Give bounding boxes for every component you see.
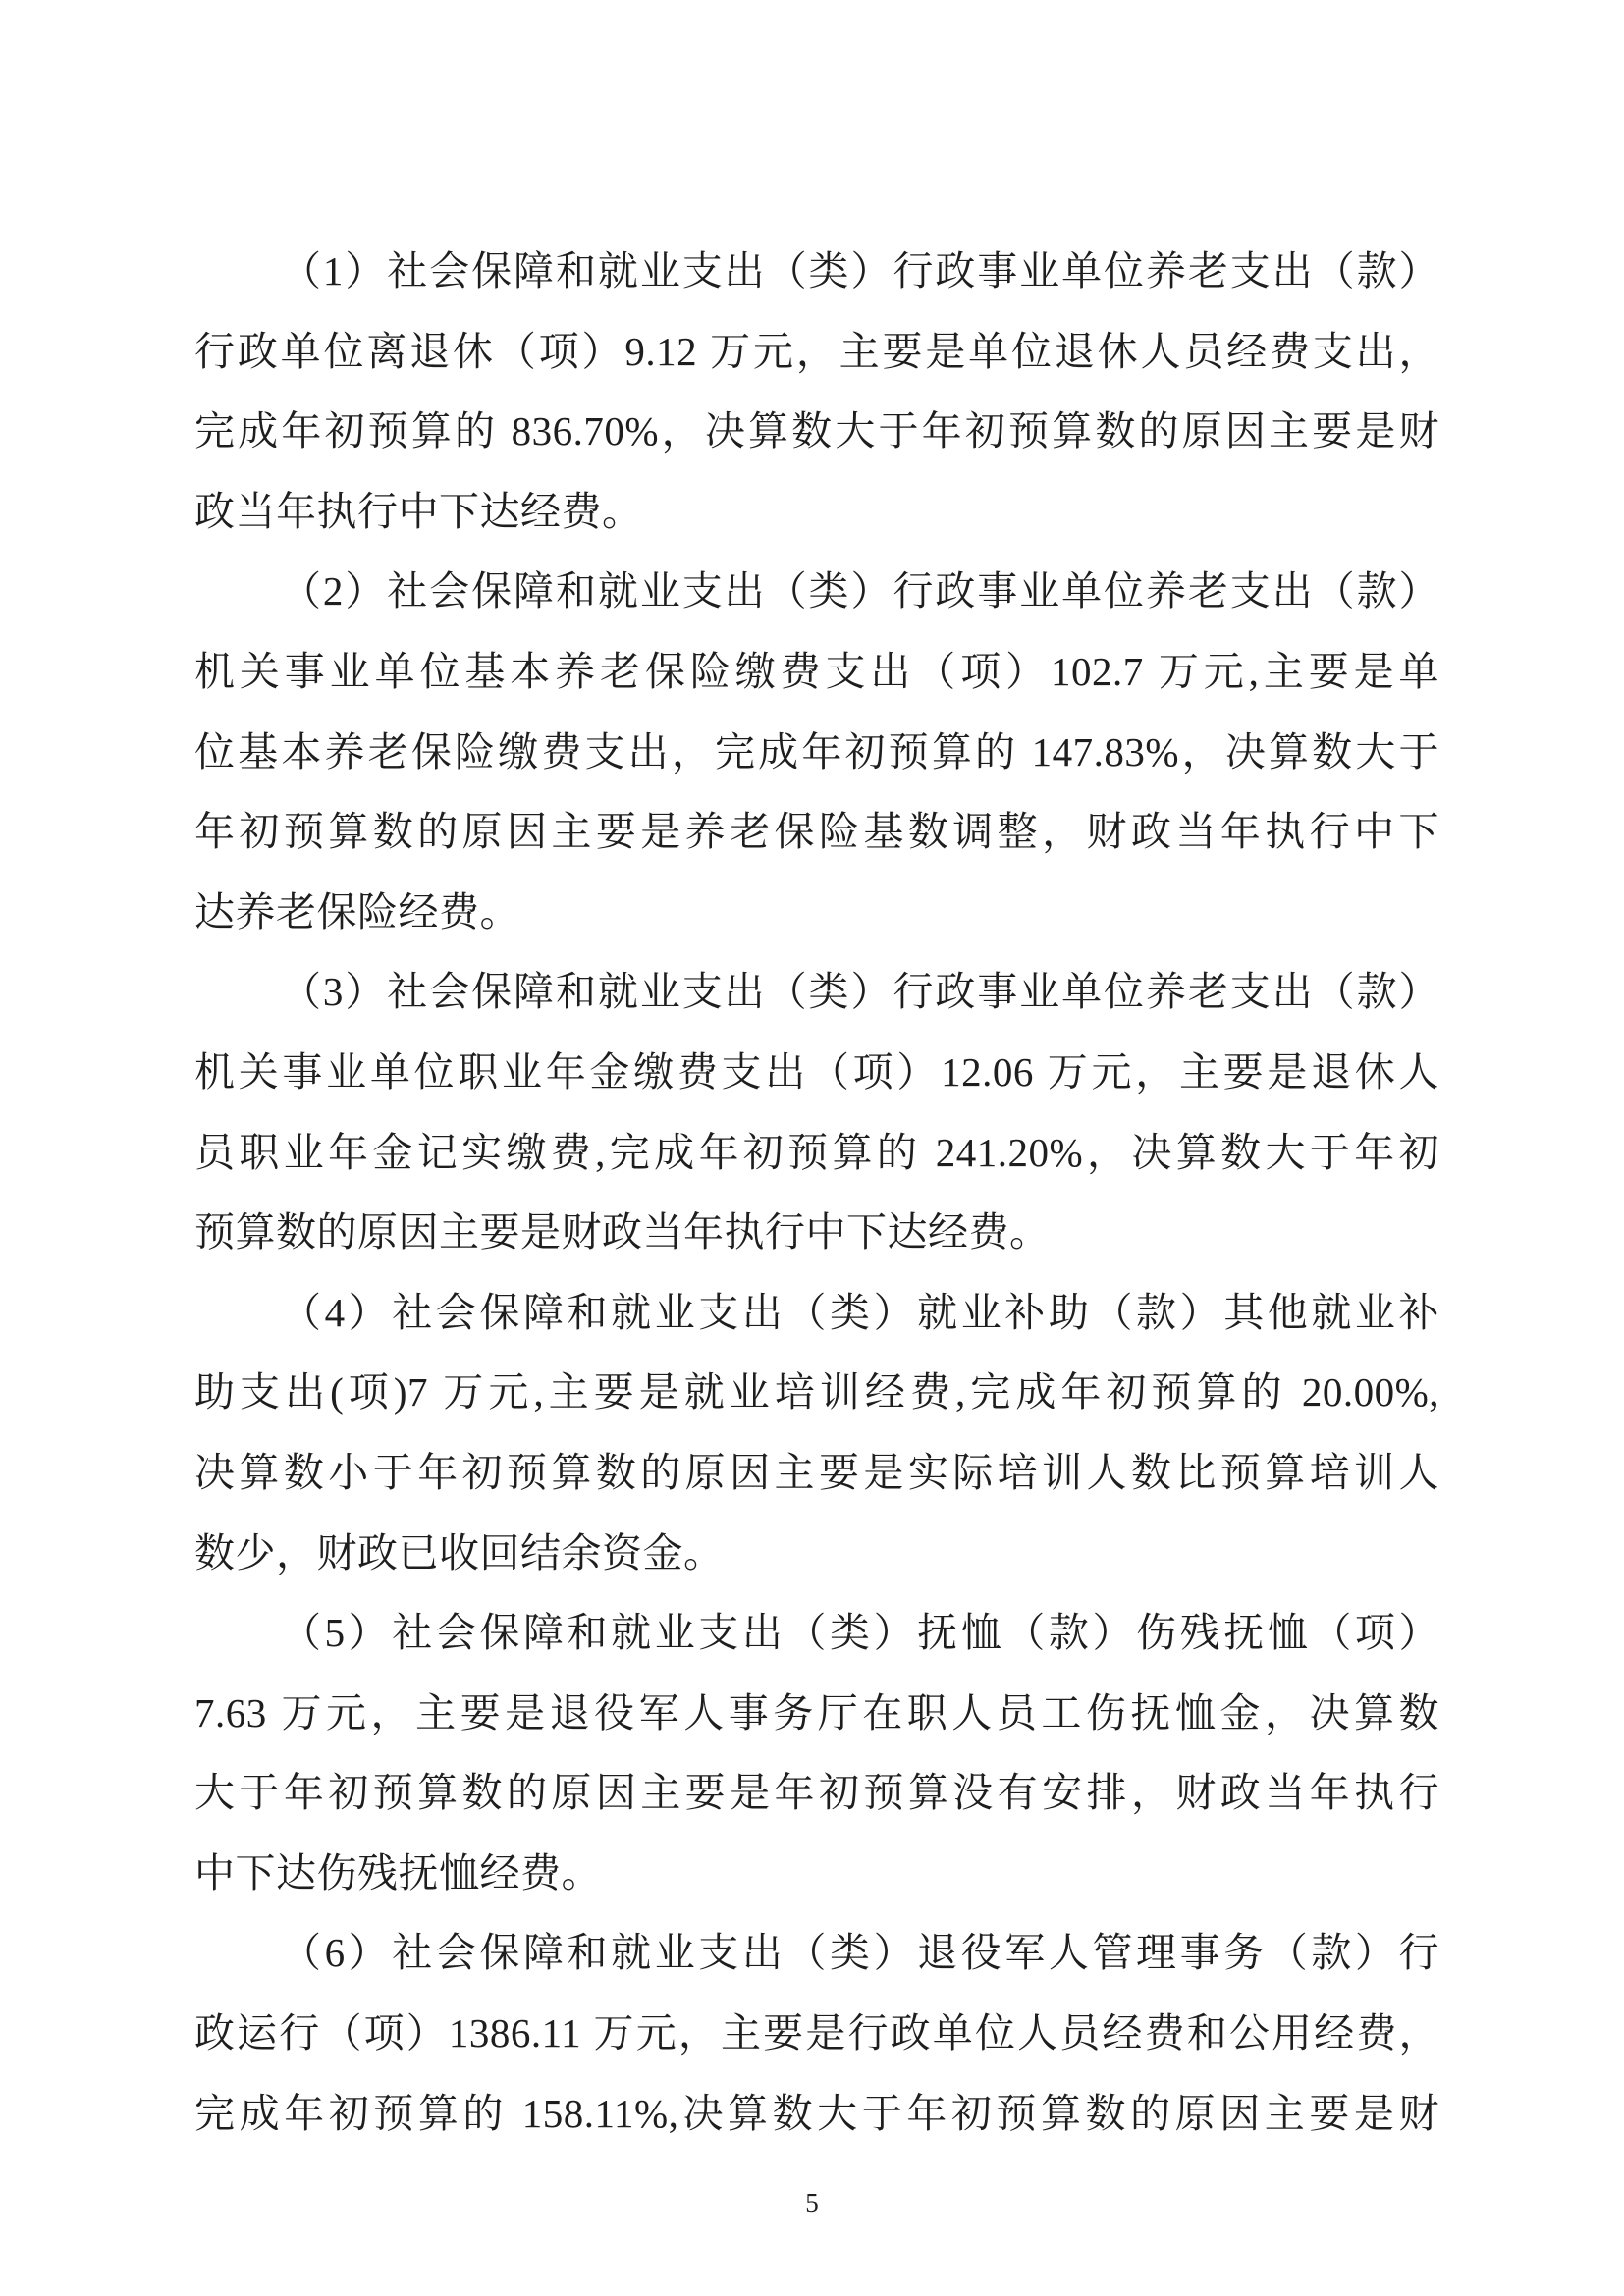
text-line: 中下达伤残抚恤经费。	[194, 1849, 602, 1896]
page-footer	[0, 2183, 1624, 2222]
document-body	[194, 232, 1439, 2154]
text-line: 政当年执行中下达经费。	[194, 488, 643, 534]
text-line: 行政单位离退休（项）9.12 万元，主要是单位退休人员经费支出，	[194, 328, 1439, 374]
text-line: 7.63 万元，主要是退役军人事务厅在职人员工伤抚恤金，决算数	[194, 1689, 1439, 1735]
text-line: （5）社会保障和就业支出（类）抚恤（款）伤残抚恤（项）	[281, 1610, 1439, 1656]
text-line: 政运行（项）1386.11 万元，主要是行政单位人员经费和公用经费，	[194, 2010, 1439, 2056]
text-line: 决算数小于年初预算数的原因主要是实际培训人数比预算培训人	[194, 1449, 1439, 1495]
text-line: （3）社会保障和就业支出（类）行政事业单位养老支出（款）	[281, 969, 1439, 1015]
text-line: 数少，财政已收回结余资金。	[194, 1529, 725, 1575]
text-line: 机关事业单位职业年金缴费支出（项）12.06 万元，主要是退休人	[194, 1048, 1439, 1095]
text-line: 员职业年金记实缴费,完成年初预算的 241.20%，决算数大于年初	[194, 1129, 1439, 1175]
text-line: 位基本养老保险缴费支出，完成年初预算的 147.83%，决算数大于	[194, 728, 1439, 774]
paragraph	[194, 952, 1439, 1272]
paragraph	[194, 1273, 1439, 1593]
text-line: 机关事业单位基本养老保险缴费支出（项）102.7 万元,主要是单	[194, 648, 1439, 694]
text-line: 完成年初预算的 158.11%,决算数大于年初预算数的原因主要是财	[194, 2090, 1439, 2136]
paragraph	[194, 232, 1439, 552]
page-number: 5	[805, 2188, 819, 2217]
text-line: 完成年初预算的 836.70%，决算数大于年初预算数的原因主要是财	[194, 408, 1439, 454]
paragraph	[194, 1913, 1439, 2154]
text-line: （1）社会保障和就业支出（类）行政事业单位养老支出（款）	[281, 248, 1439, 294]
text-line: （2）社会保障和就业支出（类）行政事业单位养老支出（款）	[281, 568, 1439, 614]
paragraph	[194, 552, 1439, 952]
paragraph	[194, 1593, 1439, 1913]
text-line: 预算数的原因主要是财政当年执行中下达经费。	[194, 1209, 1051, 1255]
text-line: 达养老保险经费。	[194, 888, 520, 934]
text-line: （4）社会保障和就业支出（类）就业补助（款）其他就业补	[281, 1289, 1439, 1335]
text-line: 大于年初预算数的原因主要是年初预算没有安排，财政当年执行	[194, 1770, 1439, 1816]
text-line: 助支出(项)7 万元,主要是就业培训经费,完成年初预算的 20.00%,	[194, 1369, 1439, 1415]
text-line: 年初预算数的原因主要是养老保险基数调整，财政当年执行中下	[194, 809, 1439, 855]
text-line: （6）社会保障和就业支出（类）退役军人管理事务（款）行	[281, 1930, 1439, 1976]
